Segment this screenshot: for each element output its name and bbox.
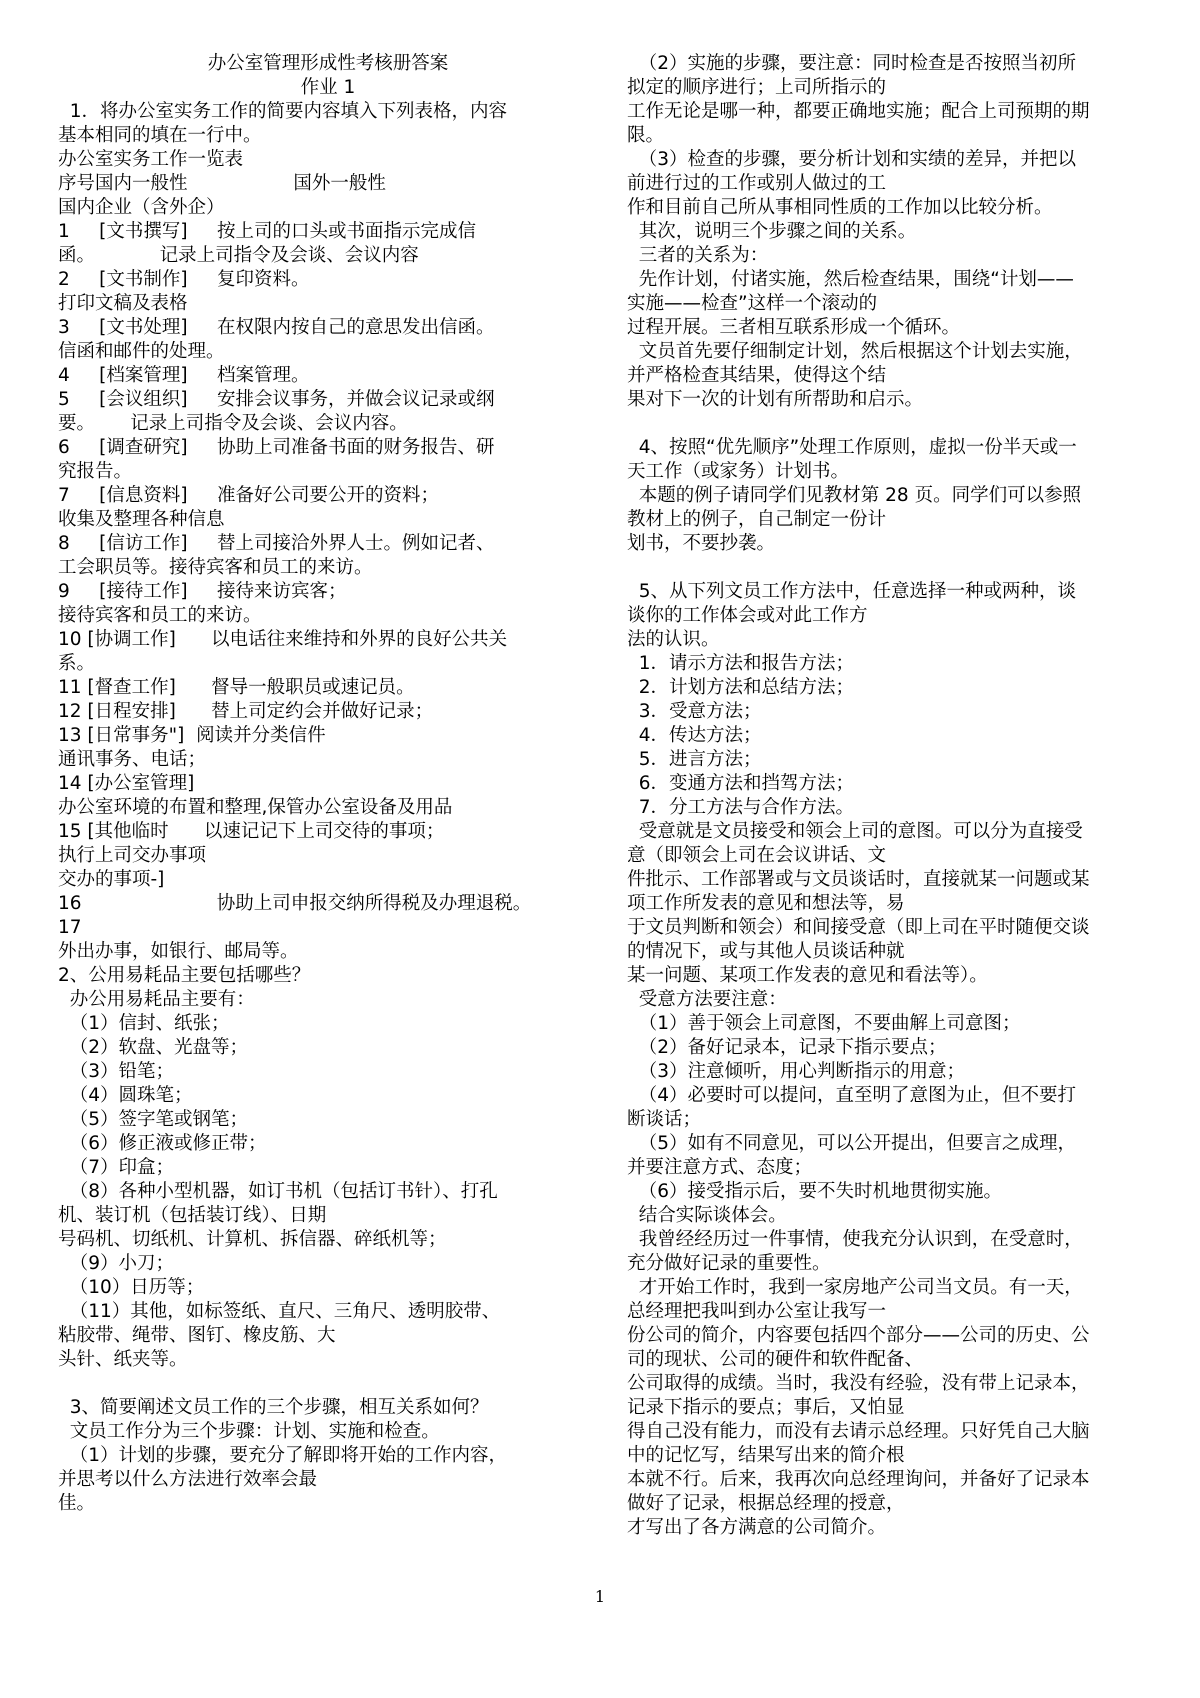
text-line: 意（即领会上司在会议讲话、文: [627, 845, 887, 866]
text-line: 并思考以什么方法进行效率会最: [58, 1469, 318, 1490]
text-line: 先作计划，付诸实施，然后检查结果，围绕“计划——: [627, 269, 1074, 290]
text-line: 函。 记录上司指令及会谈、会议内容: [58, 245, 419, 266]
text-line: 4．传达方法；: [627, 725, 762, 746]
text-line: 过程开展。三者相互联系形成一个循环。: [627, 317, 961, 338]
text-line: （2）软盘、光盘等；: [58, 1037, 249, 1058]
text-line: （5）签字笔或钢笔；: [58, 1109, 249, 1130]
text-line: （3）铅笔；: [58, 1061, 175, 1082]
text-line: 外出办事，如银行、邮局等。: [58, 941, 299, 962]
text-line: 于文员判断和领会）和间接受意（即上司在平时随便交谈: [627, 917, 1090, 938]
text-line: 接待宾客和员工的来访。: [58, 605, 262, 626]
text-line: 办公室实务工作一览表: [58, 149, 244, 170]
text-line: 我曾经经历过一件事情，使我充分认识到，在受意时，: [627, 1229, 1083, 1250]
text-line: 结合实际谈体会。: [627, 1205, 787, 1226]
text-line: （8）各种小型机器，如订书机（包括订书针）、打孔: [58, 1181, 498, 1202]
text-line: 某一问题、某项工作发表的意见和看法等）。: [627, 965, 988, 986]
text-line: 16 协助上司申报交纳所得税及办理退税。: [58, 893, 532, 914]
text-line: （4）圆珠笔；: [58, 1085, 193, 1106]
text-line: （11）其他，如标签纸、直尺、三角尺、透明胶带、: [58, 1301, 501, 1322]
text-line: 8 [信访工作] 替上司接洽外界人士。例如记者、: [58, 533, 495, 554]
text-line: 机、装订机（包括装订线）、日期: [58, 1205, 327, 1226]
text-line: 12 [日程安排] 替上司定约会并做好记录；: [58, 701, 434, 722]
text-line: 文员工作分为三个步骤：计划、实施和检查。: [58, 1421, 440, 1442]
text-line: 究报告。: [58, 461, 133, 482]
text-line: 文员首先要仔细制定计划，然后根据这个计划去实施，: [627, 341, 1083, 362]
text-line: 并要注意方式、态度；: [627, 1157, 813, 1178]
text-line: 6．变通方法和挡驾方法；: [627, 773, 855, 794]
text-line: 通讯事务、电话；: [58, 749, 207, 770]
text-line: 办公室环境的布置和整理,保管办公室设备及用品: [58, 797, 453, 818]
text-line: 做好了记录，根据总经理的授意，: [627, 1493, 905, 1514]
text-line: 作和目前自己所从事相同性质的工作加以比较分析。: [627, 197, 1053, 218]
text-line: 5．进言方法；: [627, 749, 762, 770]
text-line: 粘胶带、绳带、图钉、橡皮筋、大: [58, 1325, 336, 1346]
text-line: 工作无论是哪一种，都要正确地实施；配合上司预期的期: [627, 101, 1090, 122]
text-line: 办公室管理形成性考核册答案: [207, 53, 449, 74]
text-line: 本题的例子请同学们见教材第 28 页。同学们可以参照: [627, 485, 1082, 506]
text-line: 份公司的简介，内容要包括四个部分——公司的历史、公: [627, 1325, 1090, 1346]
text-line: 作业 1: [300, 77, 356, 98]
text-line: 2．计划方法和总结方法；: [627, 677, 855, 698]
text-line: 项工作所发表的意见和想法等，易: [627, 893, 905, 914]
text-line: 头针、纸夹等。: [58, 1349, 188, 1370]
right-column: [627, 52, 1167, 1540]
text-line: 才开始工作时，我到一家房地产公司当文员。有一天，: [627, 1277, 1083, 1298]
text-line: 谈你的工作体会或对此工作方: [627, 605, 868, 626]
text-line: （7）印盒；: [58, 1157, 175, 1178]
text-line: 公司取得的成绩。当时，我没有经验，没有带上记录本，: [627, 1373, 1090, 1394]
text-line: （4）必要时可以提问，直至明了意图为止，但不要打: [627, 1085, 1077, 1106]
text-line: 教材上的例子，自己制定一份计: [627, 509, 887, 530]
text-line: （3）检查的步骤，要分析计划和实绩的差异，并把以: [627, 149, 1077, 170]
text-line: （1）信封、纸张；: [58, 1013, 230, 1034]
text-line: 5 [会议组织] 安排会议事务，并做会议记录或纲: [58, 389, 495, 410]
text-line: 限。: [627, 125, 665, 146]
text-line: （9）小刀；: [58, 1253, 175, 1274]
text-line: 系。: [58, 653, 96, 674]
text-line: （2）实施的步骤，要注意：同时检查是否按照当初所: [627, 53, 1077, 74]
text-line: 4 [档案管理] 档案管理。: [58, 365, 310, 386]
text-line: 划书，不要抄袭。: [627, 533, 776, 554]
text-line: 3．受意方法；: [627, 701, 762, 722]
text-line: 2 [文书制作] 复印资料。: [58, 269, 310, 290]
text-line: 天工作（或家务）计划书。: [627, 461, 850, 482]
text-line: 中的记忆写，结果写出来的简介根: [627, 1445, 905, 1466]
text-line: 才写出了各方满意的公司简介。: [627, 1517, 887, 1538]
text-line: 5、从下列文员工作方法中，任意选择一种或两种，谈: [627, 581, 1077, 602]
text-line: 并严格检查其结果，使得这个结: [627, 365, 887, 386]
page-number: 1: [594, 1587, 606, 1606]
text-line: 基本相同的填在一行中。: [58, 125, 262, 146]
text-line: 其次，说明三个步骤之间的关系。: [627, 221, 917, 242]
text-line: 的情况下，或与其他人员谈话种就: [627, 941, 905, 962]
text-line: 佳。: [58, 1493, 96, 1514]
text-line: [58, 1372, 598, 1396]
text-line: （6）修正液或修正带；: [58, 1133, 267, 1154]
text-line: 受意就是文员接受和领会上司的意图。可以分为直接受: [627, 821, 1083, 842]
text-line: 14 [办公室管理]: [58, 773, 195, 794]
text-line: 15 [其他临时 以速记记下上司交待的事项；: [58, 821, 445, 842]
text-line: 信函和邮件的处理。: [58, 341, 225, 362]
text-line: 3、简要阐述文员工作的三个步骤，相互关系如何？: [58, 1397, 489, 1418]
text-line: 执行上司交办事项: [58, 845, 207, 866]
text-line: 1．请示方法和报告方法；: [627, 653, 855, 674]
text-line: 实施——检查”这样一个滚动的: [627, 293, 878, 314]
text-line: 交办的事项-]: [58, 869, 165, 890]
text-line: 3 [文书处理] 在权限内按自己的意思发出信函。: [58, 317, 495, 338]
text-line: 得自己没有能力，而没有去请示总经理。只好凭自己大脑: [627, 1421, 1090, 1442]
text-line: 打印文稿及表格: [58, 293, 188, 314]
text-line: （5）如有不同意见，可以公开提出，但要言之成理，: [627, 1133, 1077, 1154]
text-line: 果对下一次的计划有所帮助和启示。: [627, 389, 924, 410]
text-line: （2）备好记录本，记录下指示要点；: [627, 1037, 947, 1058]
text-line: （6）接受指示后，要不失时机地贯彻实施。: [627, 1181, 1003, 1202]
text-line: [627, 556, 1167, 580]
text-line: 办公用易耗品主要有：: [58, 989, 255, 1010]
text-line: 工会职员等。接待宾客和员工的来访。: [58, 557, 373, 578]
text-line: 1．将办公室实务工作的简要内容填入下列表格，内容: [58, 101, 508, 122]
text-line: 受意方法要注意：: [627, 989, 787, 1010]
text-line: （3）注意倾听，用心判断指示的用意；: [627, 1061, 966, 1082]
text-line: 前进行过的工作或别人做过的工: [627, 173, 887, 194]
text-line: 号码机、切纸机、计算机、拆信器、碎纸机等；: [58, 1229, 447, 1250]
text-line: （1）计划的步骤，要充分了解即将开始的工作内容，: [58, 1445, 508, 1466]
text-line: 收集及整理各种信息: [58, 509, 225, 530]
text-line: 11 [督查工作] 督导一般职员或速记员。: [58, 677, 415, 698]
text-line: 断谈话；: [627, 1109, 702, 1130]
text-line: 总经理把我叫到办公室让我写一: [627, 1301, 887, 1322]
text-line: 记录下指示的要点；事后，又怕显: [627, 1397, 905, 1418]
text-line: 10 [协调工作] 以电话往来维持和外界的良好公共关: [58, 629, 508, 650]
text-line: 1 [文书撰写] 按上司的口头或书面指示完成信: [58, 221, 477, 242]
text-line: 司的现状、公司的硬件和软件配备、: [627, 1349, 924, 1370]
text-line: 7．分工方法与合作方法。: [627, 797, 855, 818]
text-line: 4、按照“优先顺序”处理工作原则，虚拟一份半天或一: [627, 437, 1077, 458]
text-line: 充分做好记录的重要性。: [627, 1253, 831, 1274]
text-line: 本就不行。后来，我再次向总经理询问，并备好了记录本: [627, 1469, 1090, 1490]
text-line: 法的认识。: [627, 629, 720, 650]
text-line: 三者的关系为：: [627, 245, 769, 266]
text-line: 要。 记录上司指令及会谈、会议内容。: [58, 413, 408, 434]
text-line: 6 [调查研究] 协助上司准备书面的财务报告、研: [58, 437, 495, 458]
text-line: 拟定的顺序进行；上司所指示的: [627, 77, 887, 98]
text-line: 序号国内一般性 国外一般性: [58, 173, 386, 194]
text-line: [627, 412, 1167, 436]
text-line: 9 [接待工作] 接待来访宾客；: [58, 581, 347, 602]
text-line: 国内企业（含外企）: [58, 197, 225, 218]
text-line: 7 [信息资料] 准备好公司要公开的资料；: [58, 485, 440, 506]
text-line: 13 [日常事务"] 阅读并分类信件: [58, 725, 326, 746]
left-column: [58, 52, 598, 1516]
text-line: （10）日历等；: [58, 1277, 205, 1298]
text-line: （1）善于领会上司意图，不要曲解上司意图；: [627, 1013, 1021, 1034]
text-line: 件批示、工作部署或与文员谈话时，直接就某一问题或某: [627, 869, 1090, 890]
text-line: 2、公用易耗品主要包括哪些？: [58, 965, 311, 986]
text-line: 17: [58, 917, 82, 938]
